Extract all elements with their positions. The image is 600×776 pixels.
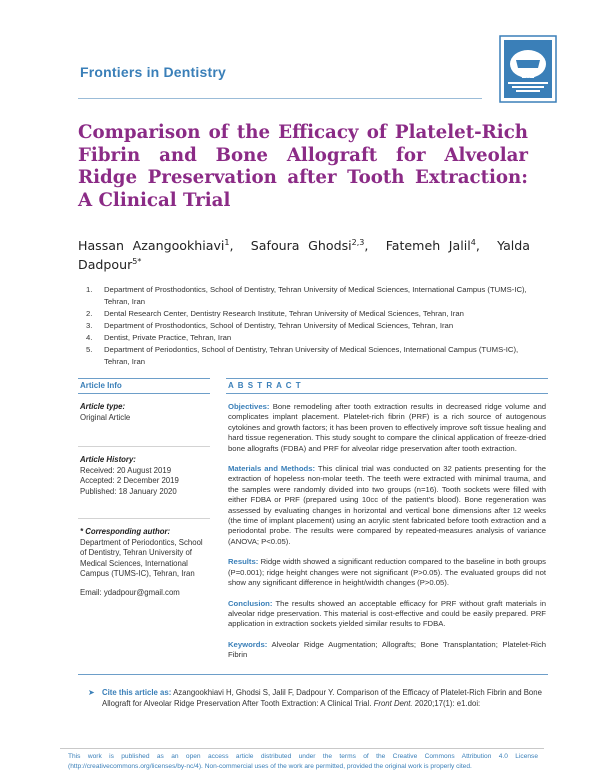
abstract-conclusion bbox=[228, 599, 546, 630]
citation-label: Cite this article as: bbox=[102, 688, 172, 697]
corresponding-author-label: * Corresponding author: bbox=[80, 527, 171, 536]
author-name: Fatemeh Jalil bbox=[385, 238, 471, 253]
received-date: Received: 20 August 2019 bbox=[80, 465, 172, 475]
affiliation-number: 3. bbox=[86, 320, 93, 330]
author-name: Hassan Azangookhiavi bbox=[78, 238, 225, 253]
methods-text: This clinical trial was conducted on 32 patients presenting for the extraction of hopeless non-molar teeth. The teeth were extracted with minimal trauma, and the samples were randomly divided into two groups (n=16). Tooth sockets were filled with either FDBA or PRF (prepared using 10cc of the patient's blood). Bone regeneration was assessed by evaluating changes in horizontal and vertical bone dimensions after 12 weeks (the time of implant placement) using an acrylic stent fabricated before tooth extraction and a periodontal probe. The results were compared by repeated-measures analysis of variance (ANOVA; P<0.05). bbox=[228, 464, 546, 546]
objectives-label: Objectives: bbox=[228, 402, 270, 411]
author-affiliation-mark: 5* bbox=[132, 256, 142, 266]
abstract-top-rule bbox=[226, 378, 548, 379]
abstract-results bbox=[228, 557, 546, 588]
affiliation-item bbox=[86, 344, 536, 367]
abstract-heading-text: A B S T R A C T bbox=[228, 381, 302, 390]
journal-name: Frontiers in Dentistry bbox=[80, 64, 226, 80]
article-info-bottom-rule bbox=[78, 393, 210, 394]
citation-journal: Front Dent. bbox=[373, 698, 413, 708]
affiliation-list bbox=[86, 284, 536, 368]
affiliation-text: Dentist, Private Practice, Tehran, Iran bbox=[104, 332, 232, 342]
citation-text: Azangookhiavi H, Ghodsi S, Jalil F, Dadpour Y. Comparison of the Efficacy of Platelet-Rich Fibrin and Bone Allograft for Alveolar Ridge Preservation After Tooth Extraction: A Clinical Trial. bbox=[102, 688, 542, 708]
affiliation-text: Department of Prosthodontics, School of Dentistry, Tehran University of Medical Sciences, Tehran, Iran bbox=[104, 320, 454, 330]
published-date: Published: 18 January 2020 bbox=[80, 486, 177, 496]
author-name: Yalda Dadpour bbox=[78, 238, 531, 272]
chevron-right-icon: ➤ bbox=[88, 688, 95, 697]
citation-volume: 2020;17(1): e1.doi: bbox=[414, 698, 481, 708]
results-text: Ridge width showed a significant reduction compared to the baseline in both groups (P=0.001); ridge height changes were not significant (P>0.05). The evaluated groups did not show any significant difference in height/width changes (P>0.05). bbox=[228, 557, 546, 588]
journal-logo bbox=[492, 34, 564, 106]
author-list: Hassan Azangookhiavi$^1$, Safoura Ghodsi$^{2,3}$, Fatemeh Jalil$^4$, Yalda Dadpour$^{5*}$ bbox=[78, 237, 531, 272]
objectives-text: Bone remodeling after tooth extraction results in decreased ridge volume and complicates implant placement. Platelet-rich fibrin (PRF) is a rich source of autogenous cytokines and growth factors; it has been proven to effectively improve soft tissue healing and hard tissue regeneration. This study sought to compare the clinical application of freeze-dried bone allografts (FDBA) and PRF for alveolar ridge preservation after tooth extraction. bbox=[228, 402, 546, 453]
footer-rule bbox=[60, 748, 544, 749]
abstract-body bbox=[228, 402, 546, 671]
article-info-heading-text: Article Info bbox=[80, 381, 122, 390]
abstract-bottom-rule bbox=[226, 393, 548, 394]
abstract-end-rule bbox=[78, 674, 548, 675]
affiliation-text: Dental Research Center, Dentistry Research Institute, Tehran University of Medical Sciences, Tehran, Iran bbox=[104, 308, 464, 318]
author-affiliation-mark: 4 bbox=[470, 237, 476, 247]
affiliation-item bbox=[86, 320, 536, 332]
affiliation-text: Department of Prosthodontics, School of Dentistry, Tehran University of Medical Sciences, International Campus (TUMS-IC), Tehran, Iran bbox=[104, 285, 527, 306]
accepted-date: Accepted: 2 December 2019 bbox=[80, 476, 179, 485]
article-type-rule bbox=[78, 446, 210, 447]
article-history bbox=[80, 455, 210, 497]
results-label: Results: bbox=[228, 557, 259, 567]
conclusion-text: The results showed an acceptable efficacy for PRF without graft materials in alveolar ridge preservation. This material is cost-effective and could be easily prepared. PRF application in extraction sockets yielded similar results to FDBA. bbox=[228, 598, 546, 629]
article-type-label: Article type: bbox=[80, 402, 126, 411]
keywords-text: Alveolar Ridge Augmentation; Allografts; Bone Transplantation; Platelet-Rich Fibrin bbox=[228, 639, 546, 660]
abstract-keywords bbox=[228, 640, 546, 661]
methods-label: Materials and Methods: bbox=[228, 464, 316, 474]
article-history-label: Article History: bbox=[80, 455, 136, 464]
journal-logo-icon bbox=[492, 34, 564, 106]
affiliation-number: 5. bbox=[86, 344, 93, 354]
author-affiliation-mark: 2,3 bbox=[351, 237, 365, 247]
article-type-value: Original Article bbox=[80, 412, 131, 422]
article-history-rule bbox=[78, 518, 210, 519]
conclusion-label: Conclusion: bbox=[228, 598, 273, 608]
affiliation-item bbox=[86, 308, 536, 320]
header-rule bbox=[78, 98, 482, 99]
abstract-objectives bbox=[228, 402, 546, 454]
corresponding-author-address: Department of Periodontics, School of Dentistry, Tehran University of Medical Sciences, International Campus (TUMS-IC), Tehran, Iran bbox=[80, 537, 203, 578]
affiliation-item bbox=[86, 332, 536, 344]
corresponding-author bbox=[80, 527, 210, 598]
affiliation-number: 2. bbox=[86, 308, 93, 318]
author-affiliation-mark: 1 bbox=[224, 237, 230, 247]
article-type bbox=[80, 402, 210, 423]
affiliation-number: 4. bbox=[86, 332, 93, 342]
article-title: Comparison of the Efficacy of Platelet-Rich Fibrin and Bone Allograft for Alveolar Ridge Preservation after Tooth Extraction: A Clinical Trial bbox=[78, 122, 528, 211]
keywords-label: Keywords: bbox=[228, 639, 268, 649]
affiliation-number: 1. bbox=[86, 285, 93, 294]
author-name: Safoura Ghodsi bbox=[250, 238, 352, 253]
affiliation-item bbox=[86, 284, 536, 307]
citation bbox=[88, 688, 552, 709]
abstract-methods bbox=[228, 464, 546, 547]
corresponding-author-email[interactable]: Email: ydadpour@gmail.com bbox=[80, 587, 180, 597]
license-notice: This work is published as an open access article distributed under the terms of the Creative Commons Attribution 4.0 License (http://creativecommons.org/licenses/by-nc/4). Non-commercial uses of the work are permitted, provided the original work is properly cited. bbox=[68, 753, 538, 770]
affiliation-text: Department of Periodontics, School of Dentistry, Tehran University of Medical Sciences, International Campus (TUMS-IC), Tehran, Iran bbox=[104, 344, 519, 366]
article-info-top-rule bbox=[78, 378, 210, 379]
